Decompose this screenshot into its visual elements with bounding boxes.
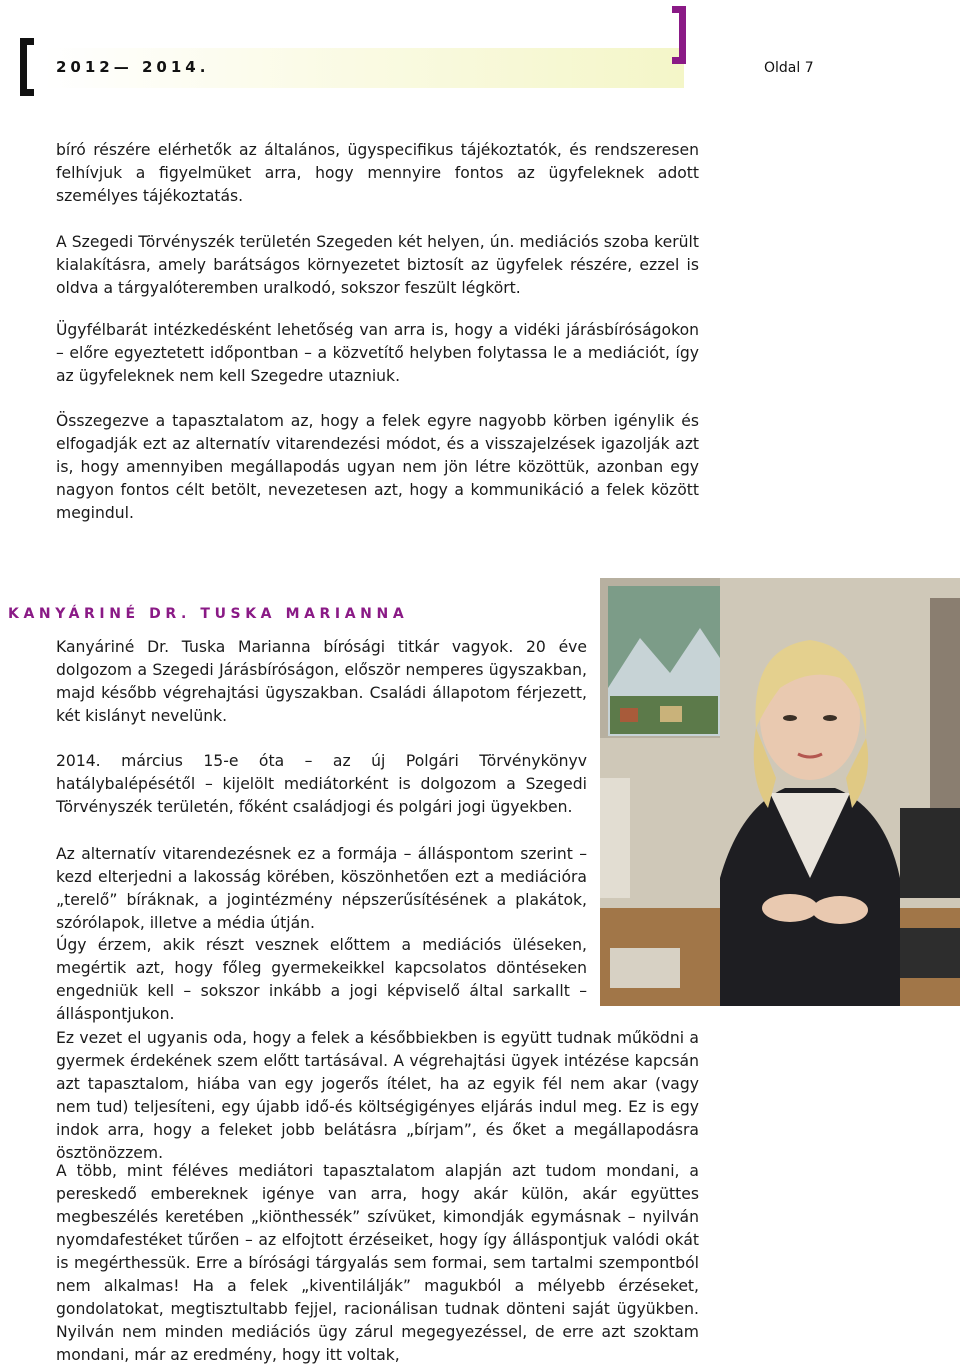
right-bracket-decoration [672, 6, 686, 64]
bio-paragraph-6: A több, mint féléves mediátori tapasztalatom alapján azt tudom mondani, a pereskedő embereknek igénye van arra, hogy akár külön, akár együttes megbeszélés keretében „kiönthessék” szívüket, kimondják egymásnak – nyilván nyomdafestéket tűrően – az elfojtott érzéseiket, hogy így álláspontjuk valódi okát is megérthessük. Erre a bírósági tárgyalás sem formai, sem tartalmi szempontból nem alkalmas! Ha a felek „kiventilálják” magukból a mélyebb érzéseket, gondolatokat, megtisztultabb fejjel, racionálisan tudnak dönteni saját ügyükben. Nyilván nem minden mediációs ügy zárul megegyezéssel, de erre azt szoktam mondani, már az eredmény, hogy itt voltak, [56, 1162, 699, 1364]
paragraph-3: Ügyfélbarát intézkedésként lehetőség van arra is, hogy a vidéki járásbíróságokon – előre egyeztetett időpontban – a közvetítő helyben folytassa le a mediációt, így az ügyfeleknek nem kell Szegedre utazniuk. [56, 321, 699, 385]
year-range: 2012— 2014. [56, 58, 210, 76]
paragraph-1: bíró részére elérhetők az általános, ügyspecifikus tájékoztatók, és rendszeresen felhívjuk a figyelmüket arra, hogy mennyire fontos az ügyfeleknek adott személyes tájékoztatás. [56, 141, 699, 205]
bio-paragraph-2: 2014. március 15-e óta – az új Polgári Törvénykönyv hatálybalépésétől – kijelölt mediátorként is dolgozom a Szegedi Törvényszék területén, főként családjogi és polgári jogi ügyekben. [56, 752, 587, 816]
bio-paragraph-3: Az alternatív vitarendezésnek ez a formája – álláspontom szerint – kezd elterjedni a lakosság körében, köszönhetően ezt a mediációra „terelő” bíráknak, a jogintézmény népszerűsítésének a plakátok, szórólapok, illetve a média útján. [56, 845, 587, 932]
bio-paragraph-1: Kanyáriné Dr. Tuska Marianna bírósági titkár vagyok. 20 éve dolgozom a Szegedi Járásbíróságon, először nemperes ügyszakban, majd később végrehajtási ügyszakban. Családi állapotom férjezett, két kislányt nevelünk. [56, 638, 587, 725]
bio-paragraph-5: Ez vezet el ugyanis oda, hogy a felek a későbbiekben is együtt tudnak működni a gyermek érdekének szem előtt tartásával. A végrehajtási ügyek intézése kapcsán azt tapasztalom, hiába van egy jogerős ítélet, ha az egyik fél nem akar (vagy nem tud) teljesíteni, egy újabb idő-és költségigényes eljárás indul meg. Ez is egy indok arra, hogy a feleket jobb belátásra „bírjam”, és őket a megállapodásra ösztönözzem. [56, 1029, 699, 1162]
section-title: KANYÁRINÉ DR. TUSKA MARIANNA [8, 606, 409, 622]
page-number: Oldal 7 [764, 60, 814, 76]
paragraph-2: A Szegedi Törvényszék területén Szegeden két helyen, ún. mediációs szoba került kialakításra, amely barátságos környezetet biztosít az ügyfelek részére, ezzel is oldva a tárgyalóteremben uralkodó, sokszor feszült légkört. [56, 233, 699, 297]
bio-paragraph-4: Úgy érzem, akik részt vesznek előttem a mediációs üléseken, megértik azt, hogy főleg gyermekeikkel kapcsolatos döntéseken engedniük kell – sokszor inkább a jogi képviselő által sarkallt – álláspontjukon. [56, 936, 587, 1023]
left-bracket-decoration [20, 38, 34, 96]
page-header [0, 0, 960, 110]
paragraph-4: Összegezve a tapasztalatom az, hogy a felek egyre nagyobb körben igénylik és elfogadják ezt az alternatív vitarendezési módot, és a visszajelzések igazolják azt is, hogy amennyiben megállapodás ugyan nem jön létre közöttük, azonban egy nagyon fontos célt betölt, nevezetesen azt, hogy a kommunikáció a felek között megindul. [56, 412, 699, 522]
portrait-photo [600, 578, 960, 1006]
